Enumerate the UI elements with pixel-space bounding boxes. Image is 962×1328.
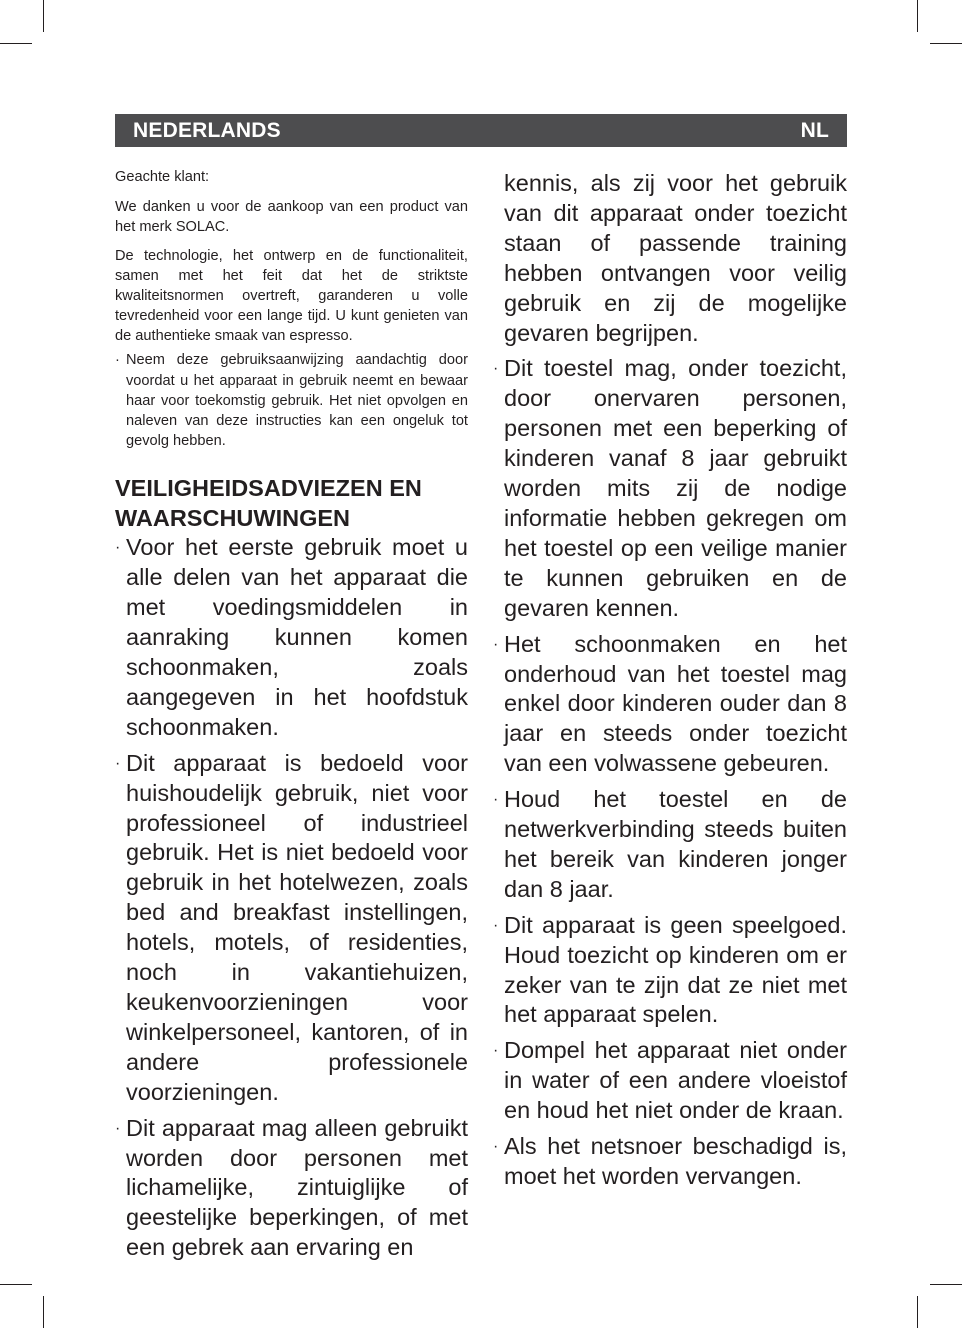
crop-mark <box>930 1284 962 1285</box>
language-header-bar <box>115 114 847 147</box>
list-item: · Dit toestel mag, onder toezicht, door onervaren personen, personen met een beperking of kinderen vanaf 8 jaar gebruikt worden mits zij de nodige informatie hebben gekregen om het toestel op een veilige manier te kunnen gebruiken en de gevaren kennen. <box>493 354 847 623</box>
crop-mark <box>930 43 962 44</box>
intro-section <box>115 168 468 451</box>
list-item: · Dit apparaat is geen speelgoed. Houd toezicht op kinderen om er zeker van te zijn dat ze niet met het apparaat spelen. <box>493 911 847 1031</box>
intro-technology: De technologie, het ontwerp en de functionaliteit, samen met het feit dat het de striktste kwaliteitsnormen overtreft, garanderen u volle tevredenheid voor een lange tijd. U kunt genieten van de authentieke smaak van espresso. <box>115 248 468 344</box>
crop-mark <box>43 0 44 32</box>
safety-list-right <box>493 354 847 1191</box>
crop-mark <box>917 1296 918 1328</box>
list-item: · Dit apparaat is bedoeld voor huishoudelijk gebruik, niet voor professioneel of industrieel gebruik. Het is niet bedoeld voor gebruik in het hotelwezen, zoals bed and breakfast instellingen, hotels, motels, of residenties, noch in vakantiehuizen, keukenvoorzieningen voor winkelpersoneel, kantoren, of in andere professionele voorzieningen. <box>115 749 468 1108</box>
list-item: · Houd het toestel en de netwerkverbinding steeds buiten het bereik van kinderen jonger dan 8 jaar. <box>493 785 847 905</box>
crop-mark <box>917 0 918 32</box>
intro-thanks: We danken u voor de aankoop van een product van het merk SOLAC. <box>115 198 468 235</box>
continued-paragraph: kennis, als zij voor het gebruik van dit apparaat onder toezicht staan of passende training hebben ontvangen voor veilig gebruik en zij de mogelijke gevaren begrijpen. <box>504 170 847 346</box>
crop-mark <box>43 1296 44 1328</box>
language-title: NEDERLANDS <box>133 118 281 142</box>
left-column <box>115 168 468 1269</box>
list-item: · Dit apparaat mag alleen gebruikt worden door personen met lichamelijke, zintuiglijke of geestelijke beperkingen, of met een gebrek aan ervaring en <box>115 1114 468 1264</box>
crop-mark <box>0 43 32 44</box>
safety-list-left <box>115 533 468 1263</box>
list-item: · Het schoonmaken en het onderhoud van het toestel mag enkel door kinderen ouder dan 8 jaar en steeds onder toezicht van een volwassene gebeuren. <box>493 630 847 780</box>
list-item: · Als het netsnoer beschadigd is, moet het worden vervangen. <box>493 1132 847 1192</box>
section-heading: VEILIGHEIDSADVIEZEN EN WAARSCHUWINGEN <box>115 475 422 532</box>
list-item: · Neem deze gebruiksaanwijzing aandachtig door voordat u het apparaat in gebruik neemt en bewaar haar voor toekomstig gebruik. Het niet opvolgen en naleven van deze instructies kan een ongeluk tot gevolg hebben. <box>115 350 468 451</box>
intro-list <box>115 350 468 451</box>
intro-greeting: Geachte klant: <box>115 169 210 185</box>
language-code: NL <box>800 118 829 142</box>
list-item: · Voor het eerste gebruik moet u alle delen van het apparaat die met voedingsmiddelen in aanraking kunnen komen schoonmaken, zoals aangegeven in het hoofdstuk schoonmaken. <box>115 533 468 742</box>
crop-mark <box>0 1284 32 1285</box>
right-column <box>493 168 847 1198</box>
list-item: · Dompel het apparaat niet onder in water of een andere vloeistof en houd het niet onder de kraan. <box>493 1036 847 1126</box>
